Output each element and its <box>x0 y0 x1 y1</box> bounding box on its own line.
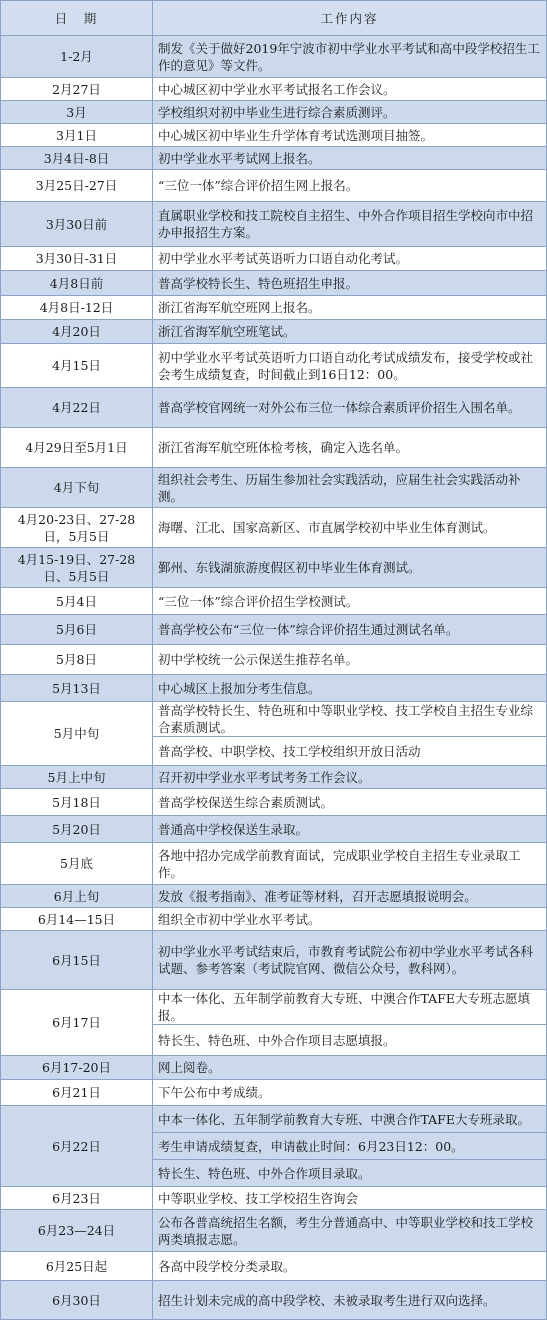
table-row <box>1 1080 547 1106</box>
table-row <box>1 816 547 843</box>
row-content: 浙江省海军航空班笔试。 <box>153 320 547 344</box>
table-row <box>1 271 547 296</box>
table-row <box>1 170 547 202</box>
table-row <box>1 78 547 101</box>
row-content: 中心城区初中学业水平考试报名工作会议。 <box>153 78 547 101</box>
table-row <box>1 344 547 388</box>
row-content: 普高学校官网统一对外公布三位一体综合素质评价招生入围名单。 <box>153 388 547 428</box>
row-date: 5月中旬 <box>1 702 153 766</box>
row-content: 海曙、江北、国家高新区、市直属学校初中毕业生体育测试。 <box>153 508 547 548</box>
table-header-row <box>1 1 547 36</box>
table-row <box>1 843 547 885</box>
table-row <box>1 615 547 645</box>
table-row <box>1 1252 547 1281</box>
table-row <box>1 147 547 170</box>
table-row <box>1 1210 547 1252</box>
row-date: 6月22日 <box>1 1106 153 1187</box>
row-content: 学校组织对初中毕业生进行综合素质测评。 <box>153 101 547 124</box>
row-content: 招生计划未完成的高中段学校、未被录取考生进行双向选择。 <box>153 1281 547 1320</box>
row-content: 普高学校特长生、特色班招生申报。 <box>153 271 547 296</box>
row-date: 6月21日 <box>1 1080 153 1106</box>
row-content: 组织全市初中学业水平考试。 <box>153 908 547 931</box>
row-content: 初中学业水平考试英语听力口语自动化考试。 <box>153 247 547 271</box>
table-row <box>1 885 547 908</box>
table-row <box>1 101 547 124</box>
row-date: 6月17日 <box>1 990 153 1056</box>
row-content: 中本一体化、五年制学前教育大专班、中澳合作TAFE大专班录取。 <box>153 1106 547 1133</box>
table-row <box>1 548 547 588</box>
row-date: 4月下旬 <box>1 468 153 508</box>
row-content: 初中学校统一公示保送生推荐名单。 <box>153 645 547 675</box>
table-row <box>1 990 547 1025</box>
row-date: 4月8日前 <box>1 271 153 296</box>
row-date: 2月27日 <box>1 78 153 101</box>
table-row <box>1 1056 547 1080</box>
row-date: 5月上中旬 <box>1 766 153 789</box>
row-content: 普高学校特长生、特色班和中等职业学校、技工学校自主招生专业综合素质测试。 <box>153 702 547 737</box>
table-row <box>1 508 547 548</box>
row-content: 下午公布中考成绩。 <box>153 1080 547 1106</box>
row-date: 5月4日 <box>1 588 153 615</box>
row-date: 3月25日-27日 <box>1 170 153 202</box>
row-date: 4月8日-12日 <box>1 296 153 320</box>
table-row <box>1 320 547 344</box>
row-content: 制发《关于做好2019年宁波市初中学业水平考试和高中段学校招生工作的意见》等文件。 <box>153 36 547 78</box>
row-date: 6月23日 <box>1 1187 153 1210</box>
row-content: 浙江省海军航空班体检考核，确定入选名单。 <box>153 428 547 468</box>
row-date: 5月13日 <box>1 675 153 702</box>
row-date: 5月20日 <box>1 816 153 843</box>
row-content: 特长生、特色班、中外合作项目志愿填报。 <box>153 1025 547 1056</box>
row-content: 浙江省海军航空班网上报名。 <box>153 296 547 320</box>
row-content: 各地中招办完成学前教育面试，完成职业学校自主招生专业录取工作。 <box>153 843 547 885</box>
row-date: 3月30日-31日 <box>1 247 153 271</box>
table-row <box>1 789 547 816</box>
row-content: “三位一体”综合评价招生学校测试。 <box>153 588 547 615</box>
row-content: 中心城区初中毕业生升学体育考试选测项目抽签。 <box>153 124 547 147</box>
row-date: 6月14—15日 <box>1 908 153 931</box>
row-date: 6月上旬 <box>1 885 153 908</box>
row-content: 网上阅卷。 <box>153 1056 547 1080</box>
row-content: 普通高中学校保送生录取。 <box>153 816 547 843</box>
row-date: 5月8日 <box>1 645 153 675</box>
table-row <box>1 388 547 428</box>
row-date: 3月 <box>1 101 153 124</box>
row-date: 5月底 <box>1 843 153 885</box>
row-content: 各高中段学校分类录取。 <box>153 1252 547 1281</box>
table-row <box>1 124 547 147</box>
row-content: 鄞州、东钱湖旅游度假区初中毕业生体育测试。 <box>153 548 547 588</box>
row-content: 初中学业水平考试结束后，市教育考试院公布初中学业水平考试各科试题、参考答案（考试院官网、微信公众号，教科网）。 <box>153 931 547 990</box>
table-row <box>1 247 547 271</box>
row-date: 4月15日 <box>1 344 153 388</box>
row-content: 召开初中学业水平考试考务工作会议。 <box>153 766 547 789</box>
row-content: 中等职业学校、技工学校招生咨询会 <box>153 1187 547 1210</box>
row-content: 中本一体化、五年制学前教育大专班、中澳合作TAFE大专班志愿填报。 <box>153 990 547 1025</box>
row-date: 6月17-20日 <box>1 1056 153 1080</box>
row-date: 5月6日 <box>1 615 153 645</box>
row-content: 发放《报考指南》、准考证等材料，召开志愿填报说明会。 <box>153 885 547 908</box>
row-date: 4月20日 <box>1 320 153 344</box>
row-date: 6月23—24日 <box>1 1210 153 1252</box>
row-date: 4月29日至5月1日 <box>1 428 153 468</box>
table-row <box>1 675 547 702</box>
table-row <box>1 468 547 508</box>
row-content: 考生申请成绩复查，申请截止时间：6月23日12：00。 <box>153 1133 547 1160</box>
table-row <box>1 588 547 615</box>
table-row <box>1 645 547 675</box>
row-content: 中心城区上报加分考生信息。 <box>153 675 547 702</box>
row-content: 组织社会考生、历届生参加社会实践活动，应届生社会实践活动补测。 <box>153 468 547 508</box>
table-row <box>1 1106 547 1133</box>
table-row <box>1 702 547 737</box>
row-date: 3月4日-8日 <box>1 147 153 170</box>
row-content: 直属职业学校和技工院校自主招生、中外合作项目招生学校向市中招办申报招生方案。 <box>153 202 547 247</box>
row-content: 普高学校保送生综合素质测试。 <box>153 789 547 816</box>
row-date: 5月18日 <box>1 789 153 816</box>
row-content: 普高学校公布“三位一体”综合评价招生通过测试名单。 <box>153 615 547 645</box>
row-content: 初中学业水平考试英语听力口语自动化考试成绩发布，接受学校或社会考生成绩复查，时间截止到16日12：00。 <box>153 344 547 388</box>
row-content: 特长生、特色班、中外合作项目录取。 <box>153 1160 547 1187</box>
row-content: 初中学业水平考试网上报名。 <box>153 147 547 170</box>
table-row <box>1 296 547 320</box>
row-date: 3月30日前 <box>1 202 153 247</box>
table-row <box>1 931 547 990</box>
row-date: 4月15-19日、27-28日、5月5日 <box>1 548 153 588</box>
table-row <box>1 1281 547 1320</box>
row-content: 公布各普高统招生名额，考生分普通高中、中等职业学校和技工学校两类填报志愿。 <box>153 1210 547 1252</box>
row-content: “三位一体”综合评价招生网上报名。 <box>153 170 547 202</box>
schedule-body <box>1 36 547 1320</box>
table-row <box>1 428 547 468</box>
row-date: 6月25日起 <box>1 1252 153 1281</box>
table-row <box>1 908 547 931</box>
table-row <box>1 1187 547 1210</box>
content-column-header: 工作内容 <box>153 1 547 36</box>
row-date: 4月22日 <box>1 388 153 428</box>
table-row <box>1 766 547 789</box>
table-row <box>1 36 547 78</box>
table-row <box>1 202 547 247</box>
row-content: 普高学校、中职学校、技工学校组织开放日活动 <box>153 737 547 766</box>
row-date: 4月20-23日、27-28日，5月5日 <box>1 508 153 548</box>
date-column-header: 日 期 <box>1 1 153 36</box>
row-date: 6月30日 <box>1 1281 153 1320</box>
row-date: 6月15日 <box>1 931 153 990</box>
row-date: 1-2月 <box>1 36 153 78</box>
row-date: 3月1日 <box>1 124 153 147</box>
